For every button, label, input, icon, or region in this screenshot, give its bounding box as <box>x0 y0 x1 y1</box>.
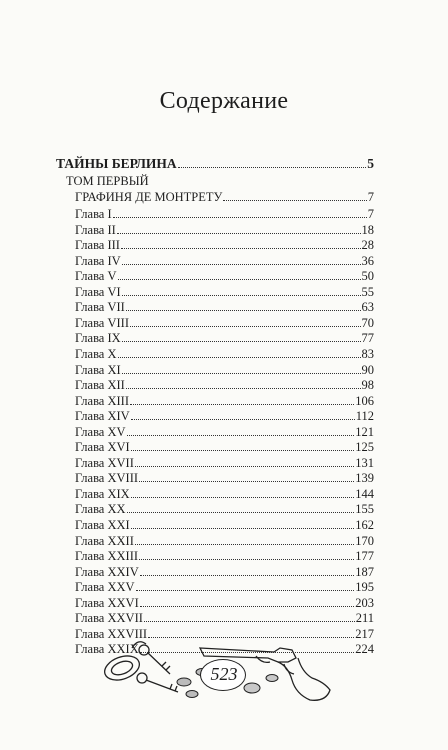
toc-entry-page: 224 <box>355 642 374 657</box>
toc-entry-label: Глава XVIII <box>75 471 139 486</box>
dot-leader <box>121 239 361 249</box>
toc-entry-label: Глава II <box>75 222 116 237</box>
dot-leader <box>130 395 354 405</box>
toc-entry-chapter[interactable] <box>75 565 374 579</box>
toc-entry-label: Глава XX <box>75 502 126 517</box>
toc-entry-label: Глава X <box>75 346 117 361</box>
toc-entry-page: 28 <box>361 238 374 253</box>
toc-entry-label: Глава XXVIII <box>75 626 148 641</box>
toc-entry-chapter[interactable] <box>75 347 374 361</box>
dot-leader <box>135 535 354 545</box>
toc-entry-label: Глава XXII <box>75 533 134 548</box>
toc-entry-part[interactable] <box>75 190 374 204</box>
dot-leader <box>122 255 361 265</box>
toc-entry-chapter[interactable] <box>75 596 374 610</box>
toc-entry-label: Глава VI <box>75 284 121 299</box>
dot-leader <box>126 379 361 389</box>
toc-entry-chapter[interactable] <box>75 316 374 330</box>
dot-leader <box>127 503 355 513</box>
toc-entry-label: Глава IV <box>75 253 121 268</box>
toc-entry-page: 5 <box>367 156 374 171</box>
toc-entry-page: 112 <box>355 409 374 424</box>
dot-leader <box>140 597 355 607</box>
toc-entry-chapter[interactable] <box>75 549 374 563</box>
dot-leader <box>118 270 361 280</box>
toc-entry-chapter[interactable] <box>75 254 374 268</box>
toc-entry-page: 55 <box>361 284 374 299</box>
toc-entry-chapter[interactable] <box>75 363 374 377</box>
dot-leader <box>140 566 355 576</box>
toc-entry-chapter[interactable] <box>75 394 374 408</box>
dot-leader <box>135 457 354 467</box>
toc-entry-chapter[interactable] <box>75 223 374 237</box>
dot-leader <box>122 332 361 342</box>
dot-leader <box>113 208 367 218</box>
toc-entry-label: Глава XI <box>75 362 121 377</box>
dot-leader <box>223 191 366 201</box>
toc-entry-chapter[interactable] <box>75 440 374 454</box>
toc-entry-label: ГРАФИНЯ ДЕ МОНТРЕТУ <box>75 190 223 204</box>
toc-entry-page: 63 <box>361 300 374 315</box>
toc-entry-label: Глава XIX <box>75 486 130 501</box>
toc-entry-label: Глава XV <box>75 424 126 439</box>
page-number-badge <box>190 655 254 695</box>
toc-entry-label: Глава V <box>75 269 117 284</box>
toc-entry-label: Глава XXV <box>75 580 135 595</box>
dot-leader <box>126 301 361 311</box>
toc-entry-page: 195 <box>355 580 374 595</box>
toc-entry-page: 177 <box>355 549 374 564</box>
toc-entry-label: Глава XII <box>75 378 125 393</box>
toc-entry-page: 125 <box>355 440 374 455</box>
dot-leader <box>131 519 355 529</box>
dot-leader <box>131 441 355 451</box>
dot-leader <box>118 348 361 358</box>
toc-entry-chapter[interactable] <box>75 285 374 299</box>
toc-entry-page: 155 <box>355 502 374 517</box>
toc-entry-label: Глава XXVI <box>75 595 139 610</box>
toc-entry-label: Глава VIII <box>75 315 129 330</box>
toc-entry-page: 187 <box>355 564 374 579</box>
toc-entry-label: Глава XVI <box>75 440 130 455</box>
toc-entry-chapter[interactable] <box>75 518 374 532</box>
toc-entry-label: Глава XVII <box>75 455 134 470</box>
toc-entry-chapter[interactable] <box>75 300 374 314</box>
toc-entry-page: 70 <box>361 315 374 330</box>
toc-entry-book[interactable] <box>56 157 374 171</box>
toc-entry-label: Глава XXIX <box>75 642 139 657</box>
toc-entry-page: 98 <box>361 378 374 393</box>
toc-entry-chapter[interactable] <box>75 502 374 516</box>
dot-leader <box>122 364 361 374</box>
page-number: 523 <box>210 664 238 684</box>
toc-entry-page: 217 <box>355 626 374 641</box>
toc-entry-page: 162 <box>355 518 374 532</box>
toc-entry-label: Глава XXIII <box>75 549 139 564</box>
toc-entry-page: 7 <box>367 190 374 204</box>
toc-entry-page: 83 <box>361 346 374 361</box>
dot-leader <box>131 488 355 498</box>
toc-entry-chapter[interactable] <box>75 378 374 392</box>
dot-leader <box>130 317 361 327</box>
toc-entry-chapter[interactable] <box>75 269 374 283</box>
toc-entry-chapter[interactable] <box>75 487 374 501</box>
toc-volume-heading: ТОМ ПЕРВЫЙ <box>66 174 149 188</box>
toc-entry-chapter[interactable] <box>75 238 374 252</box>
toc-entry-chapter[interactable] <box>75 409 374 423</box>
toc-entry-page: 170 <box>355 533 374 548</box>
dot-leader <box>122 286 361 296</box>
toc-entry-label: Глава VII <box>75 300 125 315</box>
toc-entry-label: Глава I <box>75 207 112 221</box>
toc-entry-label: Глава III <box>75 238 120 253</box>
dot-leader <box>136 581 355 591</box>
toc-entry-chapter[interactable] <box>75 534 374 548</box>
dot-leader <box>139 550 354 560</box>
toc-entry-page: 18 <box>361 222 374 237</box>
toc-entry-label: Глава XXI <box>75 518 130 532</box>
toc-entry-label: Глава XXVII <box>75 611 143 626</box>
toc-entry-page: 7 <box>367 207 374 221</box>
dot-leader <box>131 410 355 420</box>
toc-entry-page: 77 <box>361 331 374 346</box>
toc-entry-page: 203 <box>355 595 374 610</box>
toc-entry-chapter[interactable] <box>75 580 374 594</box>
toc-entry-chapter[interactable] <box>75 207 374 221</box>
toc-entry-page: 131 <box>355 455 374 470</box>
toc-entry-page: 36 <box>361 253 374 268</box>
toc-entry-page: 211 <box>355 611 374 626</box>
toc-entry-page: 50 <box>361 269 374 284</box>
toc-entry-chapter[interactable] <box>75 471 374 485</box>
toc-entry-page: 121 <box>355 424 374 439</box>
toc-entry-page: 90 <box>361 362 374 377</box>
page-title: Содержание <box>159 88 289 114</box>
toc-entry-label: Глава XIV <box>75 409 130 424</box>
toc-entry-page: 144 <box>355 486 374 501</box>
toc-entry-chapter[interactable] <box>75 331 374 345</box>
toc-entry-page: 139 <box>355 471 374 486</box>
toc-entry-label: ТАЙНЫ БЕРЛИНА <box>56 156 177 171</box>
toc-entry-label: Глава XXIV <box>75 564 139 579</box>
toc-entry-label: Глава XIII <box>75 393 129 408</box>
toc-entry-label: Глава IX <box>75 331 121 346</box>
dot-leader <box>127 426 355 436</box>
dot-leader <box>139 472 354 482</box>
toc-entry-chapter[interactable] <box>75 425 374 439</box>
dot-leader <box>178 158 367 168</box>
toc-entry-chapter[interactable] <box>75 456 374 470</box>
dot-leader <box>117 224 361 234</box>
toc-entry-page: 106 <box>355 393 374 408</box>
